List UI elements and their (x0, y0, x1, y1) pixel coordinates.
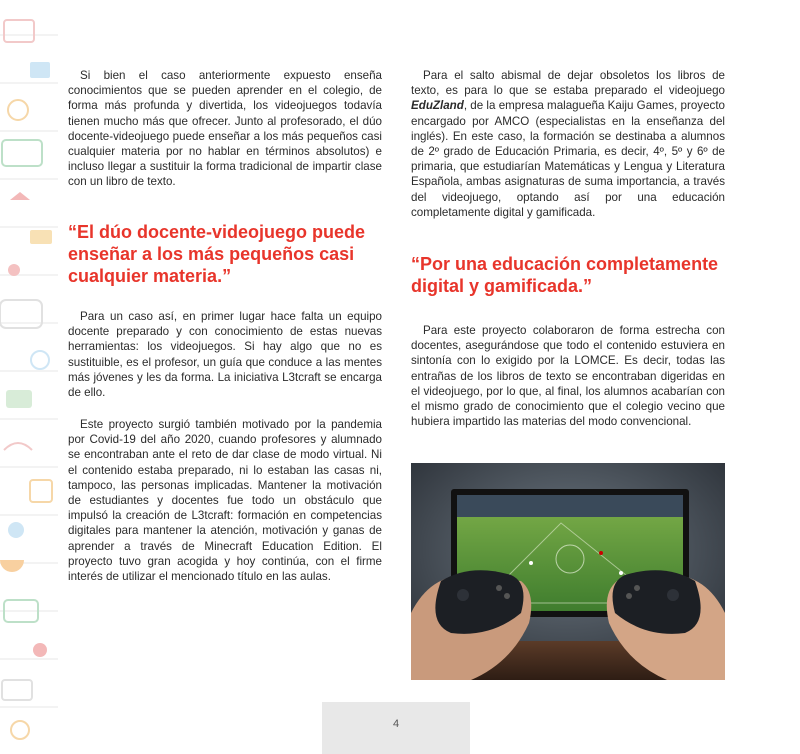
right-column-intro (411, 68, 725, 220)
eduzland-brand: EduZland (411, 99, 464, 113)
eduzland-text-after: , de la empresa malagueña Kaiju Games, proyecto encargado por AMCO (especialistas en la enseñanza del inglés). En este caso, la formación se destinaba a alumnos de 2º grado de Educación Primaria, es decir, 4º, 5º y 6º de primaria, que estudiarían Matemáticas y Lengua y Literatura Española, ambas asignaturas de suma importancia, a través del videojuego, optando así por una educación completamente digital y gamificada. (411, 99, 725, 219)
lomce-paragraph: Para este proyecto colaboraron de forma estrecha con docentes, asegurándose que todo el contenido estuviera en sintonía con lo exigido por la LOMCE. Es decir, todas las entrañas de los libros de texto se encontraban digeridas en el videojuego, por lo que, al final, los alumnos acabarían con el mismo grado de conocimiento que el colegio vecino que hubiera impartido las materias del modo convencional. (411, 324, 725, 429)
left-column-paragraph-2 (68, 309, 382, 400)
eduzland-text-before: Para el salto abismal de dejar obsoletos los libros de texto, es para lo que se estaba preparado el videojuego (411, 69, 725, 98)
left-column-paragraph-3 (68, 417, 382, 584)
gaming-photo (411, 463, 725, 680)
left-column-intro (68, 68, 382, 190)
pandemic-paragraph: Este proyecto surgió también motivado por la pandemia por Covid-19 del año 2020, cuando profesores y alumnado se encontraban ante el reto de dar clase de modo virtual. Ni el contenido estaba preparado, ni lo estaban las casas ni, tampoco, las personas implicadas. Mantener la motivación de estudiantes y docentes fue todo un obstáculo que impulsó la creación de L3tcraft: formación en competencias digitales para mantener la atención, motivación y ganas de aprender a través de Minecraft Education Edition. El proyecto tuvo gran acogida y hoy continúa, con el firme interés de utilizar el mencionado título en las aulas. (68, 418, 382, 584)
page-number: 4 (322, 702, 470, 754)
eduzland-paragraph (411, 68, 725, 220)
right-column-paragraph-2 (411, 323, 725, 429)
pull-quote-left: “El dúo docente-videojuego puede enseñar a los más pequeños casi cualquier materia.” (68, 222, 366, 286)
l3tcraft-paragraph: Para un caso así, en primer lugar hace falta un equipo docente preparado y con conocimiento de estas nuevas herramientas: los videojuegos. Si hay algo que no es sustituible, es el profesor, un guía que conduce a las mentes más jóvenes y les da forma. La iniciativa L3tcraft se encarga de ello. (68, 310, 382, 400)
doodle-sidebar (0, 0, 58, 754)
pull-quote-right: “Por una educación completamente digital y gamificada.” (411, 254, 719, 296)
intro-paragraph: Si bien el caso anteriormente expuesto enseña conocimientos que se pueden aprender en el colegio, de forma más profunda y divertida, los videojuegos todavía tienen mucho más que ofrecer. Junto al profesorado, el dúo docente-videojuego puede enseñar a los más pequeños casi cualquier materia por no hablar en términos absolutos) e incluso llegar a sustituir la forma tradicional de impartir clase con un libro de texto. (68, 69, 382, 189)
